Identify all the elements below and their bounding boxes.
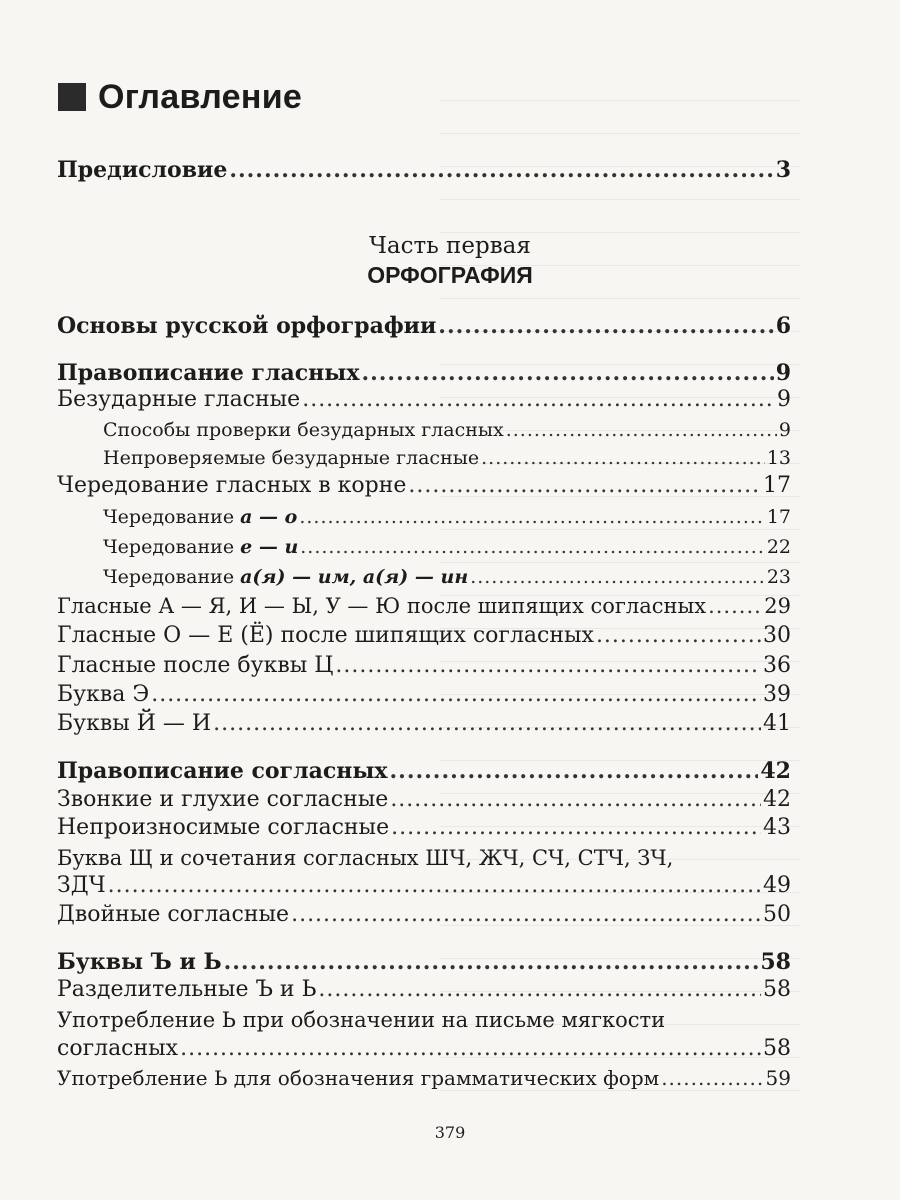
toc-entry-label: Буквы Й — И xyxy=(57,711,212,736)
part-title: ОРФОГРАФИЯ xyxy=(367,262,533,288)
toc-entry-label: Чередование гласных в корне xyxy=(57,473,407,498)
square-bullet-icon xyxy=(58,83,86,111)
toc-entry[interactable] xyxy=(57,976,791,1004)
leader-dots xyxy=(390,757,759,785)
leader-dots xyxy=(708,592,762,620)
leader-dots xyxy=(180,1035,761,1063)
toc-entry-page: 41 xyxy=(763,711,791,736)
toc-entry[interactable] xyxy=(57,814,791,842)
toc-entry-page: 3 xyxy=(775,157,791,183)
toc-entry-page: 58 xyxy=(760,949,791,975)
toc-entry-page: 30 xyxy=(763,623,791,648)
leader-dots xyxy=(291,901,761,929)
toc-entry[interactable] xyxy=(103,416,791,444)
toc-entry[interactable] xyxy=(57,757,791,785)
toc-entry-label: Безударные гласные xyxy=(57,387,301,412)
page-title xyxy=(58,72,302,122)
toc-entry-label: Правописание согласных xyxy=(57,758,388,784)
toc-entry-label-line1: Употребление Ь при обозначении на письме мягкости xyxy=(57,1008,666,1032)
toc-entry-page: 36 xyxy=(763,653,791,678)
toc-entry-label: Употребление Ь для обозначения грамматических форм xyxy=(57,1066,660,1090)
toc-entry-label: Способы проверки безударных гласных xyxy=(103,419,504,441)
leader-dots xyxy=(318,976,761,1004)
toc-entry[interactable] xyxy=(57,622,791,650)
leader-dots xyxy=(299,503,764,531)
toc-entry[interactable] xyxy=(57,901,791,929)
toc-entry-page: 50 xyxy=(763,902,791,927)
toc-entry-page: 43 xyxy=(763,815,791,840)
toc-entry[interactable] xyxy=(57,472,791,500)
toc-entry-label: Чередование а — о xyxy=(103,506,298,528)
toc-entry-page: 9 xyxy=(775,360,791,386)
toc-entry-label: Гласные А — Я, И — Ы, У — Ю после шипящих согласных xyxy=(57,594,707,618)
toc-entry-label: ЗДЧ xyxy=(57,873,106,898)
toc-entry[interactable] xyxy=(57,681,791,709)
toc-entry-label: Звонкие и глухие согласные xyxy=(57,787,389,812)
toc-entry[interactable] xyxy=(57,786,791,814)
leader-dots xyxy=(335,652,761,680)
toc-entry-label: согласных xyxy=(57,1036,179,1061)
toc-entry[interactable] xyxy=(103,563,791,591)
leader-dots xyxy=(361,359,773,387)
toc-entry-preface[interactable] xyxy=(57,156,791,184)
toc-entry[interactable] xyxy=(103,503,791,531)
toc-entry[interactable] xyxy=(57,1064,791,1092)
toc-entry-page: 42 xyxy=(763,787,791,812)
toc-entry[interactable] xyxy=(57,710,791,738)
toc-entry[interactable] xyxy=(57,386,791,414)
page-number: 379 xyxy=(434,1123,466,1142)
toc-entry-label: Чередование е — и xyxy=(103,536,299,558)
toc-entry-page: 23 xyxy=(766,566,791,588)
leader-dots xyxy=(470,563,765,591)
toc-entry-label-line1: Буква Щ и сочетания согласных ШЧ, ЖЧ, СЧ, СТЧ, ЗЧ, xyxy=(57,846,674,870)
toc-entry[interactable] xyxy=(57,872,791,900)
toc-entry-label: Основы русской орфографии xyxy=(57,313,437,339)
leader-dots xyxy=(108,872,761,900)
toc-entry-label: Гласные после буквы Ц xyxy=(57,653,334,678)
leader-dots xyxy=(390,786,761,814)
title-text: Оглавление xyxy=(98,77,303,116)
toc-entry-page: 17 xyxy=(763,473,791,498)
toc-entry-page: 9 xyxy=(777,387,791,412)
toc-entry[interactable] xyxy=(57,948,791,976)
toc-entry[interactable] xyxy=(103,444,791,472)
toc-entry-page: 39 xyxy=(763,682,791,707)
leader-dots xyxy=(596,622,761,650)
leader-dots xyxy=(481,444,765,472)
leader-dots xyxy=(151,681,761,709)
toc-entry[interactable] xyxy=(57,312,791,340)
toc-entry-page: 49 xyxy=(763,873,791,898)
leader-dots xyxy=(229,156,773,184)
toc-entry-page: 42 xyxy=(760,758,791,784)
toc-entry[interactable] xyxy=(103,533,791,561)
toc-entry-page: 22 xyxy=(766,536,791,558)
toc-entry[interactable] xyxy=(57,359,791,387)
leader-dots xyxy=(302,386,775,414)
toc-entry-label: Непроизносимые согласные xyxy=(57,815,390,840)
leader-dots xyxy=(438,312,773,340)
toc-entry-label: Двойные согласные xyxy=(57,902,290,927)
toc-entry[interactable] xyxy=(57,1035,791,1063)
toc-entry-page: 6 xyxy=(775,313,791,339)
toc-entry-label: Разделительные Ъ и Ь xyxy=(57,977,317,1002)
toc-entry-page: 58 xyxy=(763,1036,791,1061)
leader-dots xyxy=(408,472,761,500)
toc-entry-page: 17 xyxy=(766,506,791,528)
leader-dots xyxy=(300,533,765,561)
leader-dots xyxy=(506,416,777,444)
toc-entry-label: Непроверяемые безударные гласные xyxy=(103,447,480,469)
toc-entry[interactable] xyxy=(57,592,791,620)
toc-entry-label: Чередование а(я) — им, а(я) — ин xyxy=(103,566,469,588)
toc-entry-page: 29 xyxy=(764,594,791,618)
leader-dots xyxy=(391,814,761,842)
part-label: Часть первая xyxy=(369,233,531,259)
toc-entry-page: 58 xyxy=(763,977,791,1002)
toc-entry-page: 13 xyxy=(766,447,791,469)
leader-dots xyxy=(661,1064,763,1092)
toc-entry-label: Гласные О — Е (Ё) после шипящих согласных xyxy=(57,623,594,648)
leader-dots xyxy=(224,948,759,976)
leader-dots xyxy=(213,710,761,738)
toc-entry-label: Правописание гласных xyxy=(57,360,360,386)
toc-entry-page: 9 xyxy=(778,419,791,441)
toc-entry-label: Буквы Ъ и Ь xyxy=(57,949,222,975)
toc-entry-page: 59 xyxy=(765,1066,791,1090)
toc-entry[interactable] xyxy=(57,652,791,680)
toc-entry-label: Предисловие xyxy=(57,157,228,183)
toc-entry-label: Буква Э xyxy=(57,682,150,707)
